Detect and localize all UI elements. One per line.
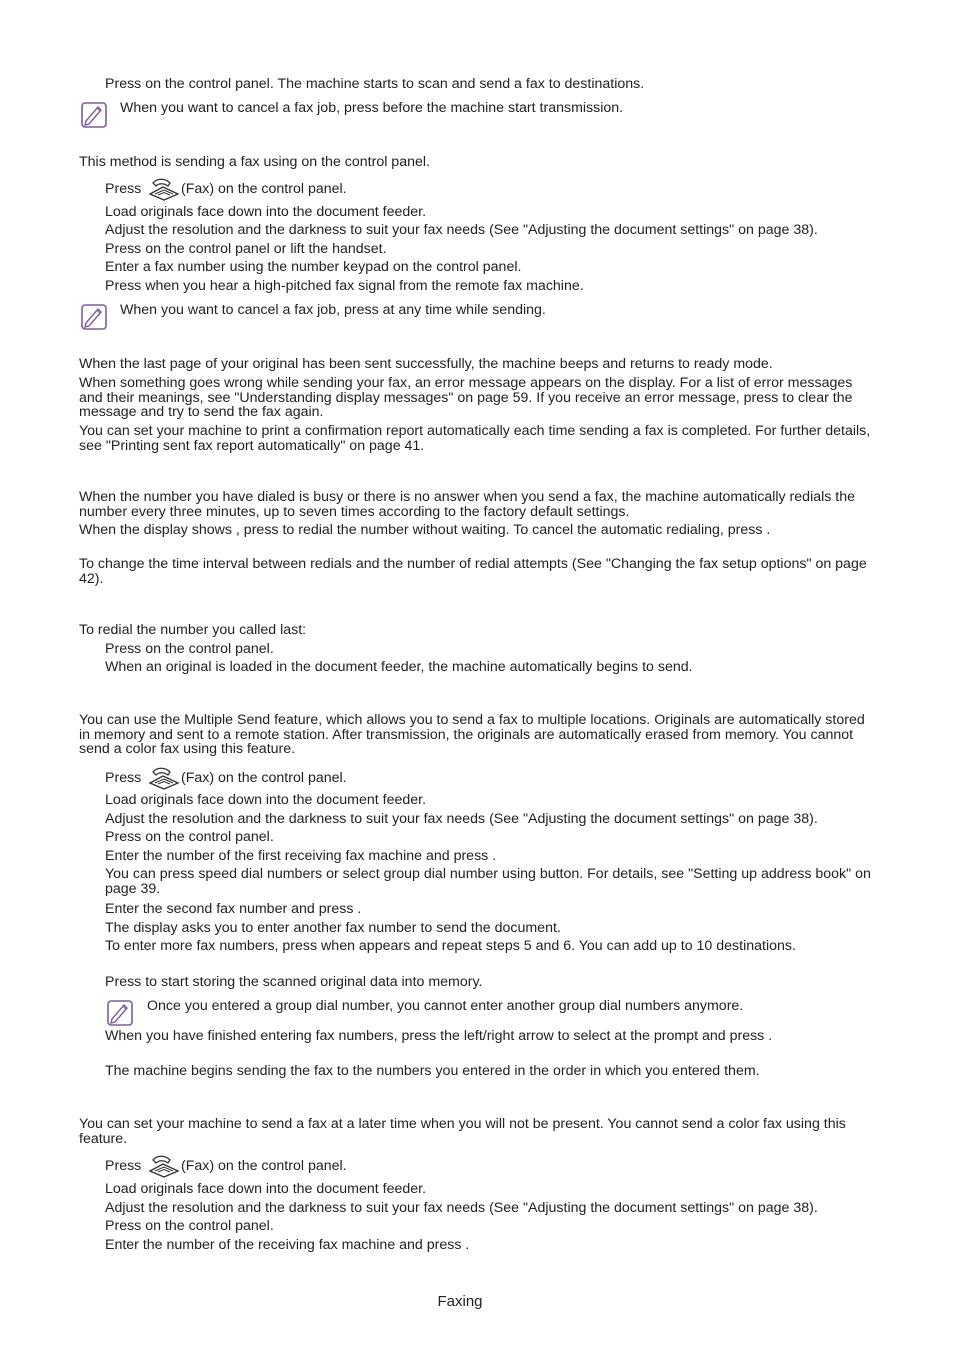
manual-step-5: Enter a fax number using the number keypad on the control panel. — [105, 259, 522, 275]
note-pencil-icon — [80, 303, 108, 331]
delayed-step-2: Load originals face down into the document feeder. — [105, 1181, 427, 1197]
multi-step-8: The display asks you to enter another fax number to send the document. — [105, 920, 561, 936]
fax-handset-icon — [147, 1154, 181, 1178]
multi-step-1-text: (Fax) on the control panel. — [181, 770, 347, 786]
manual-step-1-text: (Fax) on the control panel. — [181, 181, 347, 197]
manual-intro: This method is sending a fax using on the control panel. — [79, 154, 430, 170]
manual-step-1-label: Press — [105, 181, 142, 197]
redial-last-step-2: When an original is loaded in the document feeder, the machine automatically begins to send. — [105, 659, 693, 675]
delayed-step-3: Adjust the resolution and the darkness to suit your fax needs (See "Adjusting the document settings" on page 38). — [105, 1200, 818, 1216]
multi-step-11: When you have finished entering fax numbers, press the left/right arrow to select at the prompt and press . — [105, 1028, 773, 1044]
multi-step-10: Press to start storing the scanned original data into memory. — [105, 974, 483, 990]
delayed-step-1-text: (Fax) on the control panel. — [181, 1158, 347, 1174]
note-cancel-before: When you want to cancel a fax job, press before the machine start transmission. — [120, 100, 624, 116]
redial-last-intro: To redial the number you called last: — [79, 622, 307, 638]
multi-step-6: You can press speed dial numbers or select group dial number using button. For details, see "Setting up address book" on page 39. — [105, 866, 871, 897]
manual-step-2: Load originals face down into the document feeder. — [105, 204, 427, 220]
delayed-step-4: Press on the control panel. — [105, 1218, 274, 1234]
multi-step-5: Enter the number of the first receiving fax machine and press . — [105, 848, 497, 864]
delayed-intro: You can set your machine to send a fax at a later time when you will not be present. You cannot send a color fax using this feature. — [79, 1116, 846, 1147]
auto-redial-p1: When the number you have dialed is busy or there is no answer when you send a fax, the machine automatically redials the number every three minutes, up to seven times according to the factory default settings. — [79, 489, 856, 520]
page-footer: Faxing — [437, 1293, 483, 1310]
step-send-start: Press on the control panel. The machine starts to scan and send a fax to destinations. — [105, 76, 645, 92]
note-pencil-icon — [80, 101, 108, 129]
confirm-p3: You can set your machine to print a confirmation report automatically each time sending a fax is completed. For further details, see "Printing sent fax report automatically" on page 41. — [79, 423, 871, 454]
multi-step-7: Enter the second fax number and press . — [105, 901, 362, 917]
multi-step-12: The machine begins sending the fax to the numbers you entered in the order in which you entered them. — [105, 1063, 760, 1079]
fax-handset-icon — [147, 766, 181, 790]
manual-step-6: Press when you hear a high-pitched fax signal from the remote fax machine. — [105, 278, 584, 294]
multi-step-3: Adjust the resolution and the darkness to suit your fax needs (See "Adjusting the document settings" on page 38). — [105, 811, 818, 827]
note-pencil-icon — [106, 999, 134, 1027]
multi-note: Once you entered a group dial number, you cannot enter another group dial numbers anymore. — [147, 998, 744, 1014]
auto-redial-p3: To change the time interval between redials and the number of redial attempts (See "Changing the fax setup options" on page 42). — [79, 556, 867, 587]
confirm-p2: When something goes wrong while sending your fax, an error message appears on the display. For a list of error messages and their meanings, see "Understanding display messages" on page 59. If you receive an error message, press to clear the message and try to send the fax again. — [79, 375, 853, 421]
confirm-p1: When the last page of your original has been sent successfully, the machine beeps and returns to ready mode. — [79, 356, 773, 372]
delayed-step-5: Enter the number of the receiving fax machine and press . — [105, 1237, 470, 1253]
multi-step-2: Load originals face down into the document feeder. — [105, 792, 427, 808]
multi-step-9: To enter more fax numbers, press when appears and repeat steps 5 and 6. You can add up to 10 destinations. — [105, 938, 796, 954]
fax-handset-icon — [147, 177, 181, 201]
multi-send-intro: You can use the Multiple Send feature, which allows you to send a fax to multiple locations. Originals are automatically stored in memory and sent to a remote station. After transmission, the originals are automatically erased from memory. You cannot send a color fax using this feature. — [79, 712, 865, 758]
delayed-step-1-label: Press — [105, 1158, 142, 1174]
multi-step-1-label: Press — [105, 770, 142, 786]
manual-step-3: Adjust the resolution and the darkness to suit your fax needs (See "Adjusting the document settings" on page 38). — [105, 222, 818, 238]
auto-redial-p2: When the display shows , press to redial the number without waiting. To cancel the automatic redialing, press . — [79, 522, 771, 538]
redial-last-step-1: Press on the control panel. — [105, 641, 274, 657]
note-cancel-any: When you want to cancel a fax job, press at any time while sending. — [120, 302, 546, 318]
manual-step-4: Press on the control panel or lift the handset. — [105, 241, 387, 257]
multi-step-4: Press on the control panel. — [105, 829, 274, 845]
